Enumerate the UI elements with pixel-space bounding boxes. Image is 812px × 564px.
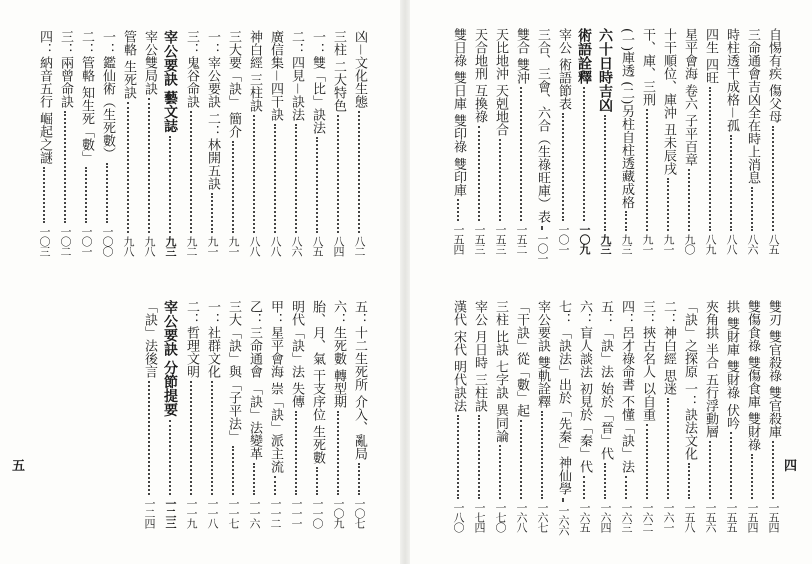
dot-leader	[274, 476, 276, 495]
dot-leader	[169, 136, 171, 233]
toc-entry	[598, 28, 612, 254]
dot-leader	[211, 193, 213, 233]
toc-entry-title: 一：宰公要訣 二：林開五訣	[205, 30, 220, 191]
toc-entry-title: 六：生死數 轉型期	[331, 300, 346, 409]
toc-entry-page: 一六五	[578, 502, 591, 532]
toc-entry-page: 八八	[269, 236, 282, 256]
dot-leader	[127, 102, 129, 233]
toc-entry	[724, 28, 738, 254]
dot-leader	[85, 167, 87, 223]
toc-entry	[472, 300, 486, 532]
toc-entry-page: 九一	[641, 234, 654, 254]
dot-leader	[730, 432, 732, 499]
toc-entry-title: (一)庫透 (二)另柱自柱透藏成格	[619, 28, 634, 209]
toc-entry	[289, 30, 303, 256]
toc-entry-title: 時柱透干成格－孤	[724, 28, 739, 133]
toc-entry-title: 一：社群文化	[205, 300, 220, 378]
toc-entry	[724, 300, 738, 532]
toc-entry-page: 一一〇	[311, 498, 324, 528]
toc-entry-page: 一〇九	[332, 498, 345, 528]
toc-entry-page: 九〇	[683, 234, 696, 254]
toc-entry-page: 九一	[206, 236, 219, 256]
dot-leader	[148, 381, 150, 495]
toc-entry	[514, 28, 528, 254]
dot-leader	[232, 446, 234, 495]
toc-entry	[535, 28, 550, 263]
dot-leader	[583, 476, 585, 499]
toc-entry	[226, 300, 240, 528]
toc-entry	[205, 300, 219, 528]
toc-entry	[310, 30, 324, 256]
toc-entry	[766, 300, 780, 532]
toc-entry	[472, 28, 486, 254]
toc-entry-page: 一〇一	[536, 233, 549, 263]
toc-entry-page: 九三	[620, 234, 633, 254]
dot-leader	[751, 454, 753, 499]
toc-entry-page: 一一八	[206, 498, 219, 528]
toc-entry-page: 一五六	[704, 502, 717, 532]
toc-entry-page: 一五四	[452, 224, 465, 254]
toc-entry-page: 一一一	[290, 498, 303, 528]
toc-entry	[352, 30, 366, 256]
toc-entry-page: 一五四	[746, 502, 759, 532]
toc-entry-title: 雙傷食祿 雙傷食庫 雙財祿	[745, 300, 760, 452]
toc-entry-page: 一〇三	[38, 226, 51, 256]
toc-entry-page: 九八	[122, 236, 135, 256]
toc-entry-page: 一六八	[515, 502, 528, 532]
toc-entry	[451, 300, 465, 532]
toc-entry	[289, 300, 303, 528]
toc-entry-title: 甲：星平會海 崇「訣」派主流	[268, 300, 283, 474]
dot-leader	[583, 87, 585, 221]
toc-entry-title: 三：兩曾命訣	[58, 30, 73, 108]
toc-entry-page: 一六三	[620, 502, 633, 532]
dot-leader	[190, 111, 192, 233]
toc-entry-page: 八八	[725, 234, 738, 254]
toc-entry	[352, 300, 366, 528]
toc-entry-title: 乙：三命通會 「訣」法變革	[247, 300, 262, 461]
toc-entry-page: 一〇〇	[101, 226, 114, 256]
toc-entry-page: 八二	[353, 236, 366, 256]
toc-entry	[331, 300, 345, 528]
toc-entry-title: 六十日時吉凶	[597, 28, 613, 112]
dot-leader	[646, 424, 648, 499]
toc-entry-title: 星平會海 卷六 子平百章	[682, 28, 697, 167]
dot-leader	[772, 441, 774, 499]
dot-leader	[562, 113, 564, 221]
toc-entry-page: 一一二	[269, 498, 282, 528]
toc-entry-page: 一一六	[248, 498, 261, 528]
toc-entry	[535, 300, 549, 532]
toc-entry-title: 「訣」之探原 一：訣法文化	[682, 300, 697, 461]
toc-entry-title: 五：「訣」法 始於「晉」代	[598, 300, 613, 461]
toc-entry	[331, 30, 345, 256]
toc-entry-page: 八九	[704, 234, 717, 254]
toc-entry-page: 一六六	[557, 505, 570, 535]
toc-entry	[556, 300, 571, 535]
toc-entry	[640, 300, 654, 532]
toc-entry-page: 一〇一	[80, 226, 93, 256]
toc-entry	[37, 30, 51, 256]
toc-entry-title: 拱 雙財庫 雙財祿 伏吟	[724, 300, 739, 430]
toc-entry-title: 天比地沖 天剋地合	[493, 28, 508, 137]
toc-entry-page: 一六四	[599, 502, 612, 532]
toc-entry-page: 一二三	[164, 498, 177, 528]
toc-entry-title: 凶－文化生態	[352, 30, 367, 109]
toc-entry	[577, 28, 591, 254]
page-number-left: 五	[12, 459, 26, 474]
dot-leader	[751, 187, 753, 231]
toc-entry-page: 九三	[164, 236, 177, 256]
dot-leader	[478, 126, 480, 221]
toc-entry-title: 雙刃 雙官殺祿 雙官殺庫	[766, 300, 781, 439]
toc-entry-page: 一六七	[536, 502, 549, 532]
toc-entry-page: 一〇二	[59, 226, 72, 256]
toc-entry	[184, 30, 198, 256]
dot-leader	[148, 98, 150, 233]
toc-entry	[745, 28, 759, 254]
toc-entry-title: 十干順位、庫沖 丑未辰戌	[661, 28, 676, 176]
toc-entry-page: 一〇一	[557, 224, 570, 254]
toc-entry-title: 二：管輅 知生死「數」	[79, 30, 94, 165]
toc-entry-page: 一五二	[515, 224, 528, 254]
dot-leader	[499, 139, 501, 221]
toc-entry	[58, 30, 72, 256]
dot-leader	[274, 124, 276, 233]
toc-entry-title: 宰公要訣 雙軌詮釋	[535, 300, 550, 409]
toc-entry	[121, 30, 135, 256]
toc-entry-title: 「干訣」從「數」起	[514, 300, 529, 417]
toc-entry	[598, 300, 612, 532]
toc-entry-page: 八八	[248, 236, 261, 256]
dot-leader	[604, 463, 606, 499]
toc-entry-page: 一一七	[227, 498, 240, 528]
toc-entry-title: 六：盲人談法 初見於「秦」代	[577, 300, 592, 474]
toc-entry	[661, 300, 675, 532]
toc-entry-title: 夾角拱 半合 五行浮動層	[703, 300, 718, 439]
dot-leader	[499, 445, 501, 499]
dot-leader	[625, 211, 627, 231]
dot-leader	[625, 476, 627, 499]
toc-entry	[184, 300, 198, 528]
toc-entry-title: 干、庫、三刑	[640, 28, 655, 106]
dot-leader	[253, 115, 255, 233]
toc-entry-page: 九一	[662, 234, 675, 254]
dot-leader	[646, 109, 648, 231]
toc-entry-title: 二：哲理文明	[184, 300, 199, 378]
toc-entry-title: 宰公雙局訣	[142, 30, 157, 95]
dot-leader	[316, 467, 318, 495]
toc-entry-title: 宰公要訣 分節提要	[162, 300, 178, 417]
toc-entry-page: 九二	[185, 236, 198, 256]
toc-entry-page: 一七〇	[494, 502, 507, 532]
toc-entry-title: 「訣」法後言	[142, 300, 157, 378]
book-spine	[400, 0, 410, 564]
toc-entry-title: 五：十二生死所 介入、亂局	[352, 300, 367, 461]
toc-entry	[226, 30, 240, 256]
toc-entry	[682, 300, 696, 532]
toc-entry	[640, 28, 654, 254]
toc-entry-page: 一二四	[143, 498, 156, 528]
toc-entry	[79, 30, 93, 256]
dot-leader	[358, 111, 360, 233]
toc-entry	[268, 30, 282, 256]
toc-entry-page: 九八	[143, 236, 156, 256]
toc-entry	[163, 30, 177, 256]
toc-entry-title: 術語詮釋	[576, 28, 592, 84]
left-page	[0, 0, 396, 564]
toc-entry-title: 神白經 三柱訣	[247, 30, 262, 113]
dot-leader	[337, 411, 339, 495]
toc-entry-title: 宰公 月日時 三柱訣	[472, 300, 487, 413]
toc-entry-title: 廣信集－四干訣	[268, 30, 283, 122]
toc-entry	[493, 28, 507, 254]
toc-entry-title: 三柱 比訣 七字訣 異同論	[493, 300, 508, 443]
toc-entry	[247, 300, 261, 528]
toc-entry	[493, 300, 507, 532]
toc-entry-title: 七：「訣法」出於「先秦」神仙學	[556, 300, 571, 495]
toc-entry-title: 三柱 二大特色	[331, 30, 346, 113]
toc-entry-title: 一：雙「比」訣法	[310, 30, 325, 134]
toc-entry-page: 一〇七	[353, 498, 366, 528]
toc-entry	[682, 28, 696, 254]
dot-leader	[64, 111, 66, 223]
dot-leader	[667, 398, 669, 499]
toc-entry	[205, 30, 219, 256]
toc-entry-title: 明代「訣」法 失傳	[289, 300, 304, 409]
dot-leader	[688, 463, 690, 499]
dot-leader	[190, 381, 192, 495]
dot-leader	[562, 498, 564, 502]
toc-entry-page: 一七四	[473, 502, 486, 532]
toc-entry-page: 八五	[767, 234, 780, 254]
page-number-right: 四	[784, 459, 798, 474]
toc-entry-page: 八六	[746, 234, 759, 254]
toc-entry-page: 八四	[332, 236, 345, 256]
dot-leader	[709, 87, 711, 231]
toc-entry	[619, 300, 633, 532]
toc-entry	[766, 28, 780, 254]
toc-entry-title: 二：神白經 思迷	[661, 300, 676, 396]
dot-leader	[478, 415, 480, 499]
toc-entry-page: 一五五	[725, 502, 738, 532]
toc-entry-title: 四生 四旺	[703, 28, 718, 85]
dot-leader	[169, 420, 171, 495]
dot-leader	[358, 463, 360, 495]
toc-entry-title: 三命通會吉凶全在時上消息	[745, 28, 760, 184]
dot-leader	[730, 135, 732, 231]
dot-leader	[232, 141, 234, 233]
dot-leader	[667, 178, 669, 231]
toc-entry-title: 三：鬼谷命訣	[184, 30, 199, 108]
toc-entry	[661, 28, 675, 254]
dot-leader	[541, 226, 543, 230]
dot-leader	[211, 381, 213, 495]
toc-entry-title: 天合地刑 互換祿	[472, 28, 487, 124]
toc-entry-title: 四：納音五行 崛起之謎	[37, 30, 52, 165]
dot-leader	[316, 137, 318, 233]
toc-entry	[100, 30, 114, 256]
toc-entry	[451, 28, 465, 254]
toc-entry	[619, 28, 633, 254]
toc-entry	[577, 300, 591, 532]
toc-entry-title: 宰公要訣 藝文誌	[162, 30, 178, 133]
toc-entry-page: 八六	[290, 236, 303, 256]
toc-entry-page: 一五四	[767, 502, 780, 532]
toc-entry-title: 雙合 雙沖	[514, 28, 529, 85]
dot-leader	[772, 126, 774, 231]
toc-entry	[268, 300, 282, 528]
dot-leader	[106, 163, 108, 223]
dot-leader	[253, 463, 255, 495]
toc-entry-title: 四：呂才祿命書 不懂「訣」法	[619, 300, 634, 474]
toc-entry	[514, 300, 528, 532]
right-page	[416, 0, 812, 564]
toc-entry-title: 自惕有疾 傷父母	[766, 28, 781, 124]
toc-entry	[142, 300, 156, 528]
toc-entry	[703, 300, 717, 532]
dot-leader	[520, 87, 522, 221]
toc-entry-title: 雙日祿 雙日庫 雙印祿 雙印庫	[451, 28, 466, 197]
toc-entry-title: 三大「訣」與「子平法」	[226, 300, 241, 443]
toc-entry-title: 三合、三會、六合（生祿旺庫）表	[535, 28, 550, 223]
toc-entry	[163, 300, 177, 528]
toc-entry-title: 三大要「訣」 簡介	[226, 30, 241, 139]
toc-entry-page: 一五八	[683, 502, 696, 532]
toc-entry-title: 三：挾古名人 以自重	[640, 300, 655, 422]
toc-entry-page: 一五三	[494, 224, 507, 254]
dot-leader	[520, 420, 522, 499]
dot-leader	[295, 411, 297, 495]
toc-entry-title: 宰公 術語節表	[556, 28, 571, 111]
toc-entry	[310, 300, 324, 528]
toc-entry	[703, 28, 717, 254]
toc-entry	[247, 30, 261, 256]
dot-leader	[43, 167, 45, 223]
toc-entry-page: 八五	[311, 236, 324, 256]
dot-leader	[688, 169, 690, 231]
toc-entry-page: 九一	[227, 236, 240, 256]
dot-leader	[457, 199, 459, 221]
toc-entry-title: 二：四見－訣法	[289, 30, 304, 122]
toc-entry-title: 管輅 生死訣	[121, 30, 136, 100]
toc-entry-title: 胎、月、氣 干支序位 生死數	[310, 300, 325, 465]
dot-leader	[709, 441, 711, 499]
dot-leader	[295, 124, 297, 233]
toc-entry-page: 一六二	[641, 502, 654, 532]
toc-entry-page: 一五三	[473, 224, 486, 254]
toc-entry	[556, 28, 570, 254]
toc-entry-page: 一〇九	[578, 224, 591, 254]
dot-leader	[337, 115, 339, 233]
toc-entry-page: 一一九	[185, 498, 198, 528]
toc-entry-page: 一八〇	[452, 502, 465, 532]
dot-leader	[541, 411, 543, 499]
toc-entry-title: 漢代 宋代 明代訣法	[451, 300, 466, 413]
toc-entry-page: 一六一	[662, 502, 675, 532]
toc-entry	[745, 300, 759, 532]
dot-leader	[604, 115, 606, 231]
dot-leader	[457, 415, 459, 499]
toc-entry-title: 一：鑑仙術（生死數）	[100, 30, 115, 160]
toc-entry-page: 九三	[599, 234, 612, 254]
toc-entry	[142, 30, 156, 256]
